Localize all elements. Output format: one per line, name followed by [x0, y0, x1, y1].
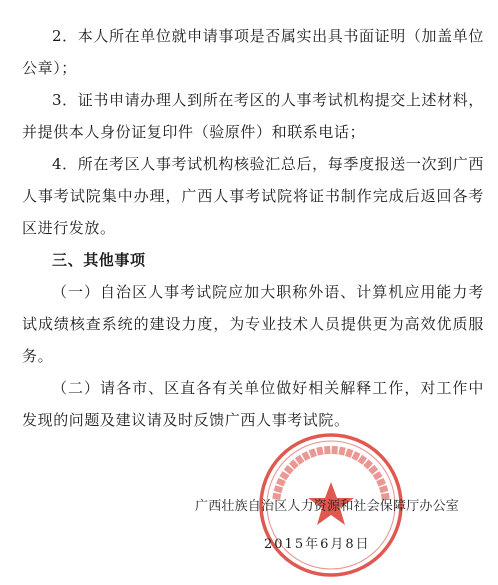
seal-ring-mark — [345, 448, 353, 458]
seal-ring-mark — [331, 446, 338, 454]
seal-ring-mark — [338, 447, 345, 456]
signature-organization: 广西壮族自治区人力资源和社会保障厅办公室 — [195, 499, 460, 514]
seal-ring-mark — [379, 485, 388, 493]
paragraph-item-3: 3．证书申请办理人到所在考区的人事考试机构提交上述材料，并提供本人身份证复印件（验原件）和联系电话； — [22, 91, 484, 141]
paragraph-item-2: 2．本人所在单位就申请事项是否属实出具书面证明（加盖单位公章）； — [22, 27, 484, 77]
seal-ring-mark — [309, 448, 317, 458]
signature-date: 2015年6月8日 — [264, 537, 371, 552]
seal-ring-mark — [316, 447, 323, 456]
paragraph-item-4: 4．所在考区人事考试机构核验汇总后，每季度报送一次到广西人事考试院集中办理，广西人事考试院将证书制作完成后返回各考区进行发放。 — [22, 155, 484, 237]
seal-ring-mark — [324, 446, 331, 454]
seal-ring-mark — [274, 485, 283, 493]
paragraph-section-2: （二）请各市、区直各有关单位做好相关解释工作，对工作中发现的问题及建议请及时反馈广西人事考试院。 — [22, 379, 484, 429]
paragraph-section-1: （一）自治区人事考试院应加大职称外语、计算机应用能力考试成绩核查系统的建设力度，为专业技术人员提供更为高效优质服务。 — [22, 283, 484, 365]
section-heading-other-matters: 三、其他事项 — [52, 251, 146, 269]
